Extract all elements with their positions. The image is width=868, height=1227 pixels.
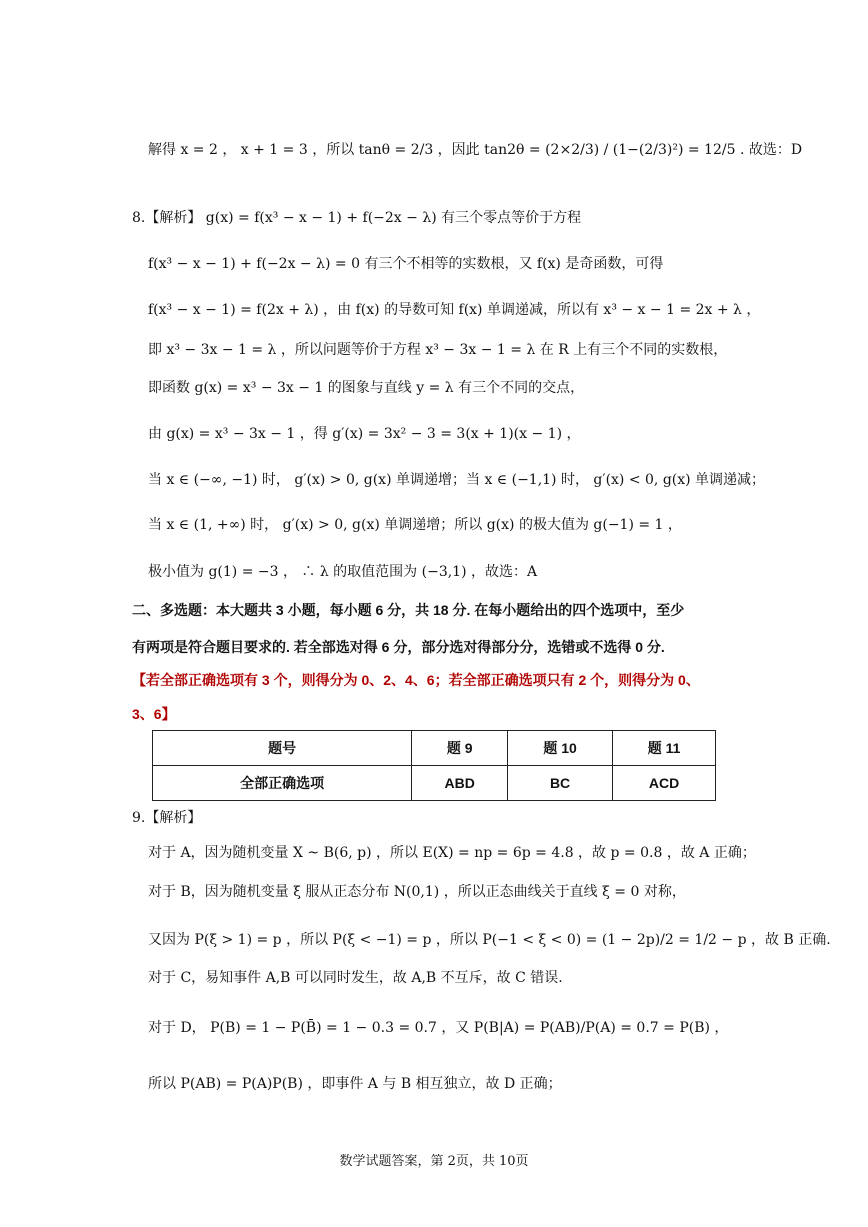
q9-option-b-cont: 又因为 P(ξ > 1) = p ，所以 P(ξ < −1) = p ，所以 P(−1 < ξ < 0) = (1 − 2p)/2 = 1/2 − p ，故 B 正确. <box>148 932 831 948</box>
q9-option-d: 对于 D， P(B) = 1 − P(B̄) = 1 − 0.3 = 0.7 ，又 P(B|A) = P(AB)/P(A) = 0.7 = P(B) ， <box>148 1020 729 1036</box>
q8-line-2: f(x³ − x − 1) + f(−2x − λ) = 0 有三个不相等的实数根，又 f(x) 是奇函数，可得 <box>148 256 664 272</box>
scoring-note-line1: 【若全部正确选项有 3 个，则得分为 0、2、4、6；若全部正确选项只有 2 个，则得分为 0、 <box>132 672 700 688</box>
page-footer: 数学试题答案，第 2页，共 10页 <box>339 1154 529 1169</box>
q9-heading: 9.【解析】 <box>132 810 202 826</box>
table-cell: 题 11 <box>613 731 716 766</box>
table-cell: 题 10 <box>507 731 612 766</box>
table-header-row <box>153 731 716 766</box>
table-cell: 题号 <box>153 731 412 766</box>
q8-line-9: 极小值为 g(1) = −3 ， ∴ λ 的取值范围为 (−3,1) ，故选：A <box>148 564 538 580</box>
section2-title-line1: 二、多选题：本大题共 3 小题，每小题 6 分，共 18 分. 在每小题给出的四个选项中，至少 <box>132 602 685 618</box>
table-cell: 全部正确选项 <box>153 766 412 801</box>
q8-line-6: 由 g(x) = x³ − 3x − 1 ，得 g′(x) = 3x² − 3 = 3(x + 1)(x − 1) ， <box>148 426 581 442</box>
q8-line-5: 即函数 g(x) = x³ − 3x − 1 的图象与直线 y = λ 有三个不同的交点， <box>148 380 585 396</box>
q8-line-7: 当 x ∈ (−∞, −1) 时， g′(x) > 0, g(x) 单调递增；当 x ∈ (−1,1) 时， g′(x) < 0, g(x) 单调递减； <box>148 472 766 488</box>
scoring-note-line2: 3、6】 <box>132 706 176 722</box>
q8-line-3: f(x³ − x − 1) = f(2x + λ) ，由 f(x) 的导数可知 f(x) 单调递减，所以有 x³ − x − 1 = 2x + λ ， <box>148 302 761 318</box>
table-cell: ABD <box>412 766 508 801</box>
q9-option-a: 对于 A，因为随机变量 X ~ B(6, p) ，所以 E(X) = np = 6p = 4.8 ，故 p = 0.8 ，故 A 正确； <box>148 845 756 861</box>
table-cell: ACD <box>613 766 716 801</box>
q8-line-8: 当 x ∈ (1, +∞) 时， g′(x) > 0, g(x) 单调递增；所以 g(x) 的极大值为 g(−1) = 1 ， <box>148 517 682 533</box>
solution-line-1: 解得 x = 2 ， x + 1 = 3 ，所以 tanθ = 2/3 ，因此 tan2θ = (2×2/3) / (1−(2/3)²) = 12/5 . 故选：D <box>148 142 803 158</box>
q8-line-4: 即 x³ − 3x − 1 = λ ，所以问题等价于方程 x³ − 3x − 1 = λ 在 R 上有三个不同的实数根， <box>148 342 728 358</box>
q9-option-b: 对于 B，因为随机变量 ξ 服从正态分布 N(0,1) ，所以正态曲线关于直线 ξ = 0 对称， <box>148 884 686 900</box>
answer-table <box>152 730 716 801</box>
q8-heading-line: 8.【解析】 g(x) = f(x³ − x − 1) + f(−2x − λ) 有三个零点等价于方程 <box>132 210 582 226</box>
table-cell: 题 9 <box>412 731 508 766</box>
q9-option-d-cont: 所以 P(AB) = P(A)P(B) ，即事件 A 与 B 相互独立，故 D 正确； <box>148 1076 562 1092</box>
table-row <box>153 766 716 801</box>
table-cell: BC <box>507 766 612 801</box>
section2-title-line2: 有两项是符合题目要求的. 若全部选对得 6 分，部分选对得部分分，选错或不选得 0 分. <box>132 639 665 655</box>
q9-option-c: 对于 C，易知事件 A,B 可以同时发生，故 A,B 不互斥，故 C 错误. <box>148 970 563 986</box>
